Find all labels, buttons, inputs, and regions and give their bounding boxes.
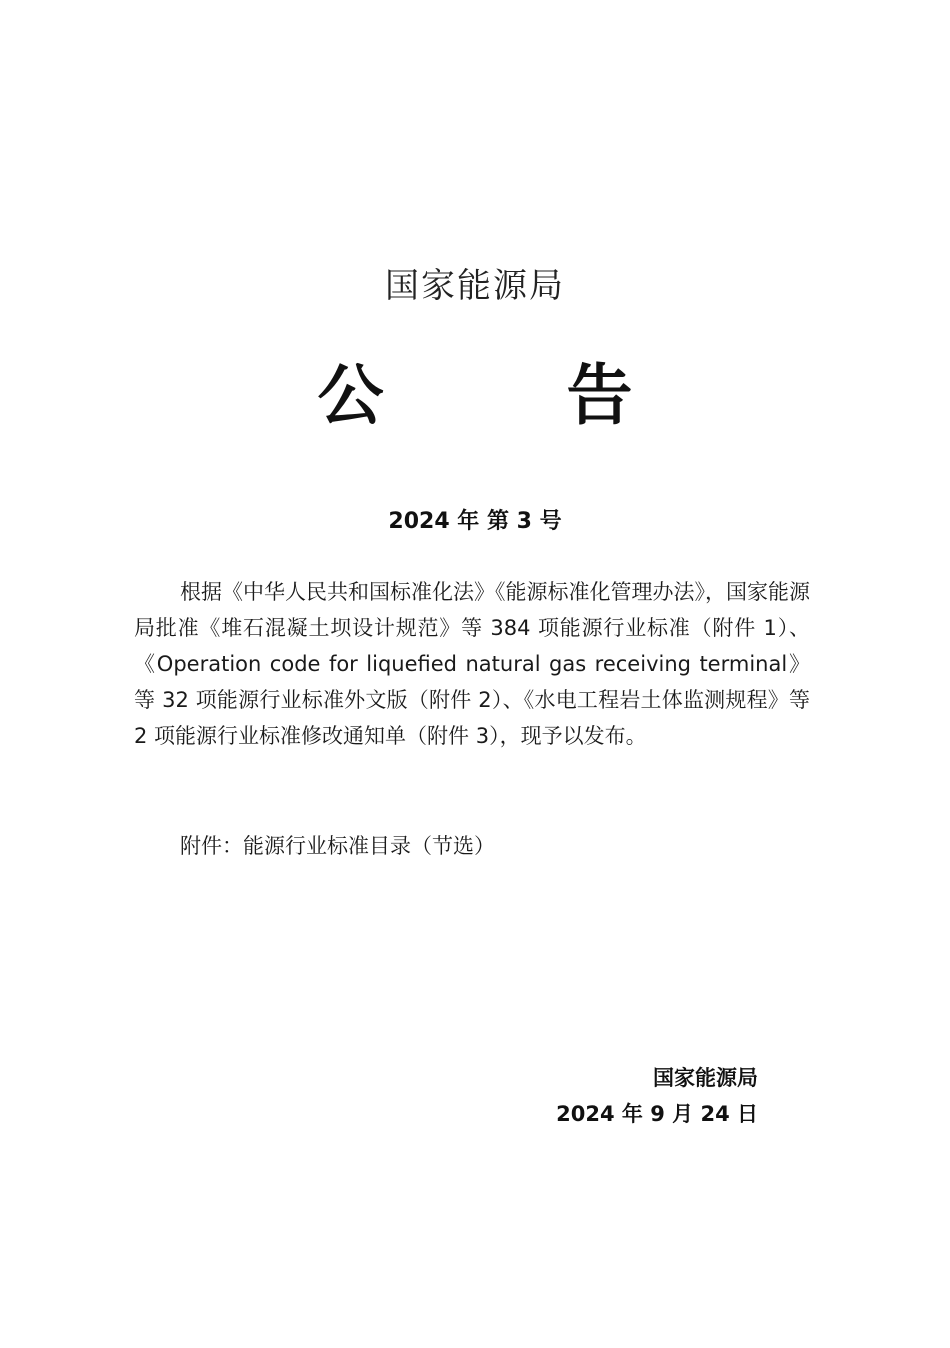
attachment-line: 附件：能源行业标准目录（节选）: [180, 834, 495, 858]
page-title: 公 告: [317, 357, 713, 434]
body-paragraph: 根据《中华人民共和国标准化法》《能源标准化管理办法》，国家能源局批准《堆石混凝土坝设计规范》等 384 项能源行业标准（附件 1）、《Operation code for liquefied natural gas receiving terminal》等 32 项能源行业标准外文版（附件 2）、《水电工程岩土体监测规程》等 2 项能源行业标准修改通知单（附件 3），现予以发布。: [134, 580, 810, 748]
signature-organization: 国家能源局: [653, 1066, 758, 1090]
issuer-heading: 国家能源局: [385, 266, 565, 306]
document-number: 2024 年 第 3 号: [388, 509, 562, 534]
signature-date: 2024 年 9 月 24 日: [556, 1102, 758, 1126]
